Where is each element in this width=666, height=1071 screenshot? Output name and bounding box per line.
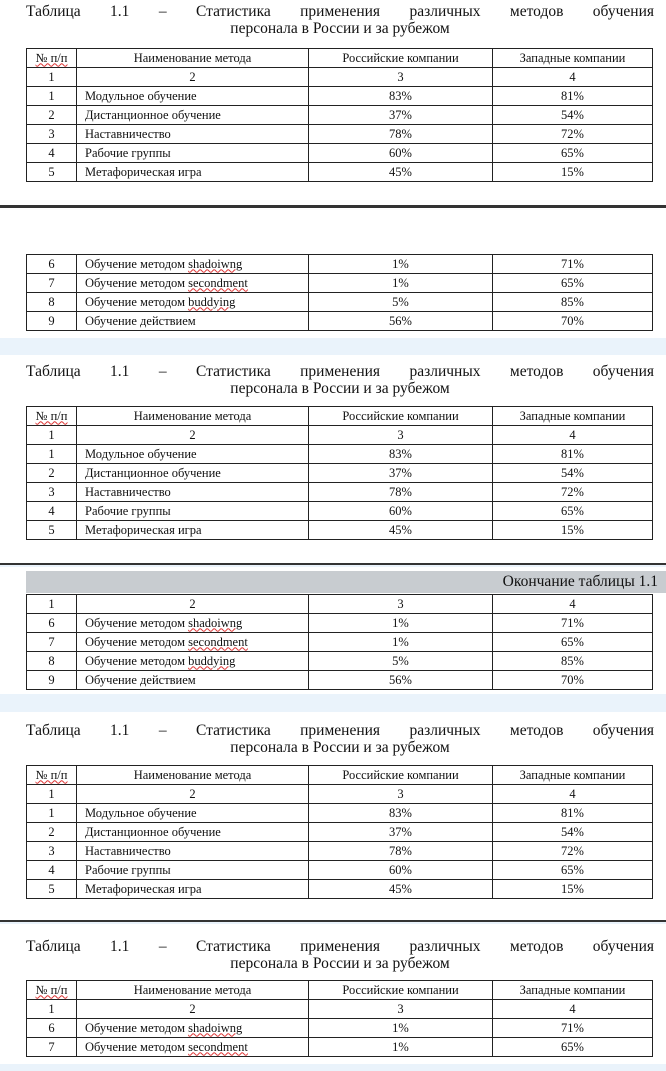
page-fragment-5 xyxy=(0,712,666,920)
table-row: 3 Наставничество 78% 72% xyxy=(27,483,653,502)
table-title: Таблица 1.1 – Статистика применения различных методов обучения персонала в России и за рубежом xyxy=(26,363,654,397)
table-row: 7 Обучение методом secondment 1% 65% xyxy=(27,1038,653,1057)
table-row: 4 Рабочие группы 60% 65% xyxy=(27,861,653,880)
table-row: 6 Обучение методом shadoiwng 1% 71% xyxy=(27,614,653,633)
header-row: № п/п Наименование метода Российские компании Западные компании xyxy=(27,766,653,785)
table-row: 5 Метафорическая игра 45% 15% xyxy=(27,163,653,182)
table-row: 1 Модульное обучение 83% 81% xyxy=(27,804,653,823)
col-header-ru: Российские компании xyxy=(309,49,493,68)
page-break-line xyxy=(0,563,666,565)
table-row: 8 Обучение методом buddying 5% 85% xyxy=(27,293,653,312)
table-title: Таблица 1.1 – Статистика применения различных методов обучения персонала в России и за рубежом xyxy=(26,938,654,972)
table-row: 7 Обучение методом secondment 1% 65% xyxy=(27,633,653,652)
numbering-row: 1 2 3 4 xyxy=(27,1000,653,1019)
table-row: 5 Метафорическая игра 45% 15% xyxy=(27,880,653,899)
continuation-bar xyxy=(26,571,666,593)
page-fragment-3 xyxy=(0,355,666,563)
page-fragment-4 xyxy=(0,567,666,694)
header-row: № п/п Наименование метода Российские компании Западные компании xyxy=(27,981,653,1000)
page-fragment-2 xyxy=(0,208,666,338)
numbering-row: 1 2 3 4 xyxy=(27,426,653,445)
numbering-row: 1 2 3 4 xyxy=(27,785,653,804)
table-title: Таблица 1.1 – Статистика применения различных методов обучения персонала в России и за рубежом xyxy=(26,3,654,37)
numbering-row: 1 2 3 4 xyxy=(27,68,653,87)
table-row: 3 Наставничество 78% 72% xyxy=(27,842,653,861)
continuation-label: Окончание таблицы 1.1 xyxy=(502,573,658,590)
header-row: № п/п Наименование метода Российские компании Западные компании xyxy=(27,407,653,426)
methods-table xyxy=(26,980,653,1057)
table-row: 2 Дистанционное обучение 37% 54% xyxy=(27,823,653,842)
col-header-method: Наименование метода xyxy=(77,49,309,68)
table-row: 5 Метафорическая игра 45% 15% xyxy=(27,521,653,540)
table-row: 7 Обучение методом secondment 1% 65% xyxy=(27,274,653,293)
methods-table-continued xyxy=(26,254,653,331)
col-header-west: Западные компании xyxy=(493,49,653,68)
table-row: 4 Рабочие группы 60% 65% xyxy=(27,144,653,163)
header-row xyxy=(27,49,653,68)
page-fragment-6 xyxy=(0,924,666,1064)
table-row: 1 Модульное обучение 83% 81% xyxy=(27,445,653,464)
table-row: 2 Дистанционное обучение 37% 54% xyxy=(27,106,653,125)
table-row: 6 Обучение методом shadoiwng 1% 71% xyxy=(27,255,653,274)
table-row: 8 Обучение методом buddying 5% 85% xyxy=(27,652,653,671)
table-row: 2 Дистанционное обучение 37% 54% xyxy=(27,464,653,483)
table-row: 1 Модульное обучение 83% 81% xyxy=(27,87,653,106)
table-row: 9 Обучение действием 56% 70% xyxy=(27,312,653,331)
table-row: 4 Рабочие группы 60% 65% xyxy=(27,502,653,521)
methods-table xyxy=(26,765,653,899)
table-title: Таблица 1.1 – Статистика применения различных методов обучения персонала в России и за рубежом xyxy=(26,722,654,756)
table-row: 6 Обучение методом shadoiwng 1% 71% xyxy=(27,1019,653,1038)
page-break-line xyxy=(0,920,666,922)
numbering-row: 1 2 3 4 xyxy=(27,595,653,614)
methods-table xyxy=(26,406,653,540)
page-fragment-1 xyxy=(0,0,666,205)
methods-table-continued xyxy=(26,594,653,690)
methods-table xyxy=(26,48,653,182)
table-row: 9 Обучение действием 56% 70% xyxy=(27,671,653,690)
table-row: 3 Наставничество 78% 72% xyxy=(27,125,653,144)
col-header-num: № п/п xyxy=(27,49,77,68)
